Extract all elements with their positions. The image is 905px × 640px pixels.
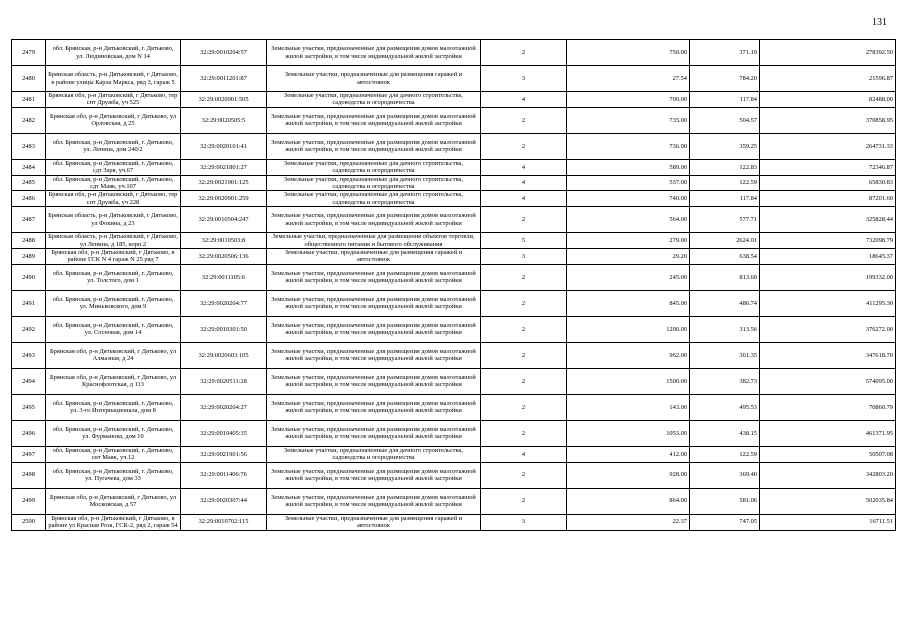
row-number: 2491 <box>12 290 46 316</box>
address-cell: Брянская обл, р-н Дятьковский, г Дятьково, тер снт Дружба, уч 525 <box>46 92 181 108</box>
address-cell: обл. Брянская, р-н Дятьковский, г. Дятьково, сдт Маяк, уч.107 <box>46 175 181 191</box>
address-cell: Брянская область, р-н Дятьковский, г Дятьково, в районе улицы Карла Маркса, ряд 3, гараж 5 <box>46 66 181 92</box>
unit-value-cell: 784.20 <box>690 66 760 92</box>
land-use-cell: Земельные участки, предназначенные для дачного строительства, садоводства и огородничества <box>267 175 481 191</box>
use-code-cell: 2 <box>481 462 567 488</box>
area-cell: 1200.00 <box>567 316 690 342</box>
row-number: 2499 <box>12 488 46 514</box>
table-row <box>12 233 896 249</box>
cadastral-value-cell: 574095.00 <box>760 368 896 394</box>
cadastral-value-cell: 72346.87 <box>760 159 896 175</box>
area-cell: 845.00 <box>567 290 690 316</box>
table-row <box>12 446 896 462</box>
cadastral-number-cell: 32:29:0020901:259 <box>181 191 267 207</box>
table-row <box>12 207 896 233</box>
cadastral-value-cell: 87201.60 <box>760 191 896 207</box>
address-cell: обл. Брянская, р-н Дятьковский, г. Дятьково, ул. 3-го Интернационала, дом 8 <box>46 394 181 420</box>
table-row <box>12 368 896 394</box>
area-cell: 1053.00 <box>567 420 690 446</box>
cadastral-number-cell: 32:29:0021901:125 <box>181 175 267 191</box>
area-cell: 537.00 <box>567 175 690 191</box>
address-cell: Брянская обл, р-н Дятьковский, г Дятьково, в районе ГСК N 4 гараж N 25 ряд 7 <box>46 249 181 265</box>
row-number: 2490 <box>12 264 46 290</box>
land-use-cell: Земельные участки, предназначенные для размещения домов малоэтажной жилой застройки, в том числе индивидуальной жилой застройки <box>267 368 481 394</box>
address-cell: обл. Брянская, р-н Дятьковский, г. Дятьково, ул. Толстого, дом 1 <box>46 264 181 290</box>
address-cell: обл. Брянская, р-н Дятьковский, г. Дятьково, сдт Заря, уч.67 <box>46 159 181 175</box>
cadastral-value-cell: 199332.00 <box>760 264 896 290</box>
land-use-cell: Земельные участки, предназначенные для размещения домов малоэтажной жилой застройки, в том числе индивидуальной жилой застройки <box>267 290 481 316</box>
address-cell: Брянская обл, р-н Дятьковский, г Дятьково, ул Московская, д 57 <box>46 488 181 514</box>
cadastral-number-cell: 32:29:0021901:56 <box>181 446 267 462</box>
cadastral-number-cell: 32:29:0020101:41 <box>181 133 267 159</box>
table-row <box>12 290 896 316</box>
use-code-cell: 2 <box>481 316 567 342</box>
row-number: 2498 <box>12 462 46 488</box>
cadastral-value-cell: 50507.08 <box>760 446 896 462</box>
row-number: 2480 <box>12 66 46 92</box>
table-row <box>12 462 896 488</box>
row-number: 2489 <box>12 249 46 265</box>
table-row <box>12 191 896 207</box>
table-row <box>12 159 896 175</box>
unit-value-cell: 122.59 <box>690 175 760 191</box>
use-code-cell: 4 <box>481 446 567 462</box>
unit-value-cell: 438.15 <box>690 420 760 446</box>
use-code-cell: 2 <box>481 420 567 446</box>
row-number: 2497 <box>12 446 46 462</box>
row-number: 2479 <box>12 40 46 66</box>
land-use-cell: Земельные участки, предназначенные для размещения домов малоэтажной жилой застройки, в том числе индивидуальной жилой застройки <box>267 342 481 368</box>
use-code-cell: 5 <box>481 233 567 249</box>
address-cell: Брянская обл, р-н Дятьковский, г Дятьково, тер снт Дружба, уч 228 <box>46 191 181 207</box>
unit-value-cell: 495.53 <box>690 394 760 420</box>
cadastral-number-cell: 32:29:0020901:505 <box>181 92 267 108</box>
unit-value-cell: 369.40 <box>690 462 760 488</box>
cadastral-number-cell: 32:29:0020307:44 <box>181 488 267 514</box>
row-number: 2495 <box>12 394 46 420</box>
cadastral-value-cell: 502035.84 <box>760 488 896 514</box>
table-body <box>12 40 896 531</box>
use-code-cell: 2 <box>481 368 567 394</box>
cadastral-number-cell: 32:29:0011201:87 <box>181 66 267 92</box>
area-cell: 736.90 <box>567 133 690 159</box>
unit-value-cell: 359.25 <box>690 133 760 159</box>
cadastral-number-cell: 32:29:0010503:8 <box>181 233 267 249</box>
unit-value-cell: 117.84 <box>690 191 760 207</box>
address-cell: Брянская обл, р-н Дятьковский, г Дятьково, ул Орловская, д 25 <box>46 107 181 133</box>
table-row <box>12 175 896 191</box>
area-cell: 589.00 <box>567 159 690 175</box>
use-code-cell: 2 <box>481 207 567 233</box>
address-cell: обл. Брянская, р-н Дятьковский, г. Дятьково, снт Маяк, уч.12 <box>46 446 181 462</box>
unit-value-cell: 122.83 <box>690 159 760 175</box>
cadastral-number-cell: 32:29:0020603:105 <box>181 342 267 368</box>
address-cell: обл. Брянская, р-н Дятьковский, г. Дятьково, ул. Людиновская, дом N 14 <box>46 40 181 66</box>
cadastral-number-cell: 32:29:0010702:115 <box>181 514 267 530</box>
area-cell: 735.00 <box>567 107 690 133</box>
use-code-cell: 2 <box>481 264 567 290</box>
area-cell: 22.37 <box>567 514 690 530</box>
land-registry-table <box>11 39 896 531</box>
cadastral-value-cell: 82488.00 <box>760 92 896 108</box>
row-number: 2486 <box>12 191 46 207</box>
land-use-cell: Земельные участки, предназначенные для размещения домов малоэтажной жилой застройки, в том числе индивидуальной жилой застройки <box>267 107 481 133</box>
use-code-cell: 3 <box>481 514 567 530</box>
address-cell: обл. Брянская, р-н Дятьковский, г. Дятьково, ул. Ленина, дом 240/2 <box>46 133 181 159</box>
table-row <box>12 107 896 133</box>
cadastral-value-cell: 70860.79 <box>760 394 896 420</box>
row-number: 2493 <box>12 342 46 368</box>
use-code-cell: 3 <box>481 249 567 265</box>
row-number: 2500 <box>12 514 46 530</box>
area-cell: 740.00 <box>567 191 690 207</box>
address-cell: обл. Брянская, р-н Дятьковский, г. Дятьково, ул. Сосновая, дом 14 <box>46 316 181 342</box>
area-cell: 564.00 <box>567 207 690 233</box>
cadastral-value-cell: 21596.87 <box>760 66 896 92</box>
use-code-cell: 2 <box>481 40 567 66</box>
unit-value-cell: 581.06 <box>690 488 760 514</box>
table-row <box>12 133 896 159</box>
land-use-cell: Земельные участки, предназначенные для размещения домов малоэтажной жилой застройки, в том числе индивидуальной жилой застройки <box>267 420 481 446</box>
table-row <box>12 66 896 92</box>
cadastral-number-cell: 32:29:0010405:35 <box>181 420 267 446</box>
cadastral-number-cell: 32:29:0020204:27 <box>181 394 267 420</box>
land-use-cell: Земельные участки, предназначенные для размещения домов малоэтажной жилой застройки, в том числе индивидуальной жилой застройки <box>267 207 481 233</box>
page-number: 131 <box>872 17 887 28</box>
row-number: 2496 <box>12 420 46 446</box>
table-row <box>12 40 896 66</box>
use-code-cell: 2 <box>481 290 567 316</box>
unit-value-cell: 577.71 <box>690 207 760 233</box>
row-number: 2481 <box>12 92 46 108</box>
cadastral-number-cell: 32:29:0010504:247 <box>181 207 267 233</box>
area-cell: 864.00 <box>567 488 690 514</box>
cadastral-value-cell: 18645.37 <box>760 249 896 265</box>
cadastral-value-cell: 65830.83 <box>760 175 896 191</box>
unit-value-cell: 117.84 <box>690 92 760 108</box>
row-number: 2485 <box>12 175 46 191</box>
unit-value-cell: 747.05 <box>690 514 760 530</box>
table-row <box>12 342 896 368</box>
unit-value-cell: 2624.01 <box>690 233 760 249</box>
cadastral-value-cell: 16711.51 <box>760 514 896 530</box>
land-use-cell: Земельные участки, предназначенные для дачного строительства, садоводства и огородничества <box>267 92 481 108</box>
use-code-cell: 3 <box>481 66 567 92</box>
cadastral-value-cell: 411295.30 <box>760 290 896 316</box>
area-cell: 962.00 <box>567 342 690 368</box>
area-cell: 27.54 <box>567 66 690 92</box>
land-use-cell: Земельные участки, предназначенные для размещения гаражей и автостоянок <box>267 249 481 265</box>
cadastral-number-cell: 32:29:0010204:57 <box>181 40 267 66</box>
unit-value-cell: 813.60 <box>690 264 760 290</box>
table-row <box>12 514 896 530</box>
area-cell: 245.00 <box>567 264 690 290</box>
unit-value-cell: 638.54 <box>690 249 760 265</box>
land-use-cell: Земельные участки, предназначенные для дачного строительства, садоводства и огородничества <box>267 191 481 207</box>
address-cell: Брянская обл, р-н Дятьковский, г Дятьково, ул Краснофлотская, д 113 <box>46 368 181 394</box>
area-cell: 750.00 <box>567 40 690 66</box>
area-cell: 700.00 <box>567 92 690 108</box>
unit-value-cell: 371.19 <box>690 40 760 66</box>
unit-value-cell: 486.74 <box>690 290 760 316</box>
unit-value-cell: 504.57 <box>690 107 760 133</box>
cadastral-value-cell: 325828.44 <box>760 207 896 233</box>
use-code-cell: 4 <box>481 175 567 191</box>
land-use-cell: Земельные участки, предназначенные для размещения гаражей и автостоянок <box>267 514 481 530</box>
unit-value-cell: 313.56 <box>690 316 760 342</box>
use-code-cell: 2 <box>481 107 567 133</box>
area-cell: 1500.00 <box>567 368 690 394</box>
cadastral-value-cell: 342803.20 <box>760 462 896 488</box>
cadastral-number-cell: 32:29:0020505:5 <box>181 107 267 133</box>
use-code-cell: 2 <box>481 133 567 159</box>
table-row <box>12 488 896 514</box>
land-use-cell: Земельные участки, предназначенные для размещения домов малоэтажной жилой застройки, в том числе индивидуальной жилой застройки <box>267 316 481 342</box>
table-row <box>12 316 896 342</box>
cadastral-value-cell: 370858.95 <box>760 107 896 133</box>
cadastral-number-cell: 32:29:0011406:76 <box>181 462 267 488</box>
land-use-cell: Земельные участки, предназначенные для дачного строительства, садоводства и огородничества <box>267 159 481 175</box>
land-use-cell: Земельные участки, предназначенные для размещения домов малоэтажной жилой застройки, в том числе индивидуальной жилой застройки <box>267 264 481 290</box>
unit-value-cell: 361.35 <box>690 342 760 368</box>
row-number: 2487 <box>12 207 46 233</box>
use-code-cell: 4 <box>481 191 567 207</box>
land-use-cell: Земельные участки, предназначенные для размещения объектов торговли, общественного питания и бытового обслуживания <box>267 233 481 249</box>
cadastral-value-cell: 264731.33 <box>760 133 896 159</box>
row-number: 2488 <box>12 233 46 249</box>
land-use-cell: Земельные участки, предназначенные для дачного строительства, садоводства и огородничества <box>267 446 481 462</box>
cadastral-number-cell: 32:29:0021801:27 <box>181 159 267 175</box>
cadastral-number-cell: 32:29:0020511:28 <box>181 368 267 394</box>
use-code-cell: 4 <box>481 92 567 108</box>
row-number: 2483 <box>12 133 46 159</box>
cadastral-value-cell: 376272.00 <box>760 316 896 342</box>
row-number: 2482 <box>12 107 46 133</box>
land-use-cell: Земельные участки, предназначенные для размещения домов малоэтажной жилой застройки, в том числе индивидуальной жилой застройки <box>267 40 481 66</box>
address-cell: обл. Брянская, р-н Дятьковский, г. Дятьково, ул. Миньковского, дом 9 <box>46 290 181 316</box>
row-number: 2492 <box>12 316 46 342</box>
table-row <box>12 420 896 446</box>
cadastral-number-cell: 32:29:0011105:6 <box>181 264 267 290</box>
area-cell: 412.00 <box>567 446 690 462</box>
address-cell: обл. Брянская, р-н Дятьковский, г. Дятьково, ул. Фурманова, дом 10 <box>46 420 181 446</box>
table-row <box>12 92 896 108</box>
address-cell: Брянская область, р-н Дятьковский, г Дятьково, ул Фокина, д 23 <box>46 207 181 233</box>
use-code-cell: 4 <box>481 159 567 175</box>
table-row <box>12 249 896 265</box>
row-number: 2494 <box>12 368 46 394</box>
land-use-cell: Земельные участки, предназначенные для размещения гаражей и автостоянок <box>267 66 481 92</box>
cadastral-value-cell: 461371.95 <box>760 420 896 446</box>
land-use-cell: Земельные участки, предназначенные для размещения домов малоэтажной жилой застройки, в том числе индивидуальной жилой застройки <box>267 133 481 159</box>
land-use-cell: Земельные участки, предназначенные для размещения домов малоэтажной жилой застройки, в том числе индивидуальной жилой застройки <box>267 462 481 488</box>
land-use-cell: Земельные участки, предназначенные для размещения домов малоэтажной жилой застройки, в том числе индивидуальной жилой застройки <box>267 488 481 514</box>
area-cell: 928.00 <box>567 462 690 488</box>
address-cell: Брянская обл, р-н Дятьковский, г Дятьково, в районе ул Красная Роза, ГСК-2, ряд 2, гараж 54 <box>46 514 181 530</box>
use-code-cell: 2 <box>481 394 567 420</box>
unit-value-cell: 122.59 <box>690 446 760 462</box>
cadastral-number-cell: 32:29:0020204:77 <box>181 290 267 316</box>
land-use-cell: Земельные участки, предназначенные для размещения домов малоэтажной жилой застройки, в том числе индивидуальной жилой застройки <box>267 394 481 420</box>
address-cell: Брянская обл, р-н Дятьковский, г Дятьково, ул Алмазная, д 24 <box>46 342 181 368</box>
use-code-cell: 2 <box>481 342 567 368</box>
unit-value-cell: 382.73 <box>690 368 760 394</box>
cadastral-value-cell: 347618.70 <box>760 342 896 368</box>
address-cell: Брянская область, р-н Дятьковский, г Дятьково, ул Ленина, д 185, корп 2 <box>46 233 181 249</box>
area-cell: 29.20 <box>567 249 690 265</box>
cadastral-number-cell: 32:29:0020506:136 <box>181 249 267 265</box>
cadastral-value-cell: 732098.79 <box>760 233 896 249</box>
area-cell: 143.00 <box>567 394 690 420</box>
cadastral-number-cell: 32:29:0010301:50 <box>181 316 267 342</box>
address-cell: обл. Брянская, р-н Дятьковский, г. Дятьково, ул. Пугачева, дом 33 <box>46 462 181 488</box>
row-number: 2484 <box>12 159 46 175</box>
cadastral-value-cell: 278392.50 <box>760 40 896 66</box>
area-cell: 279.00 <box>567 233 690 249</box>
table-row <box>12 394 896 420</box>
use-code-cell: 2 <box>481 488 567 514</box>
table-row <box>12 264 896 290</box>
